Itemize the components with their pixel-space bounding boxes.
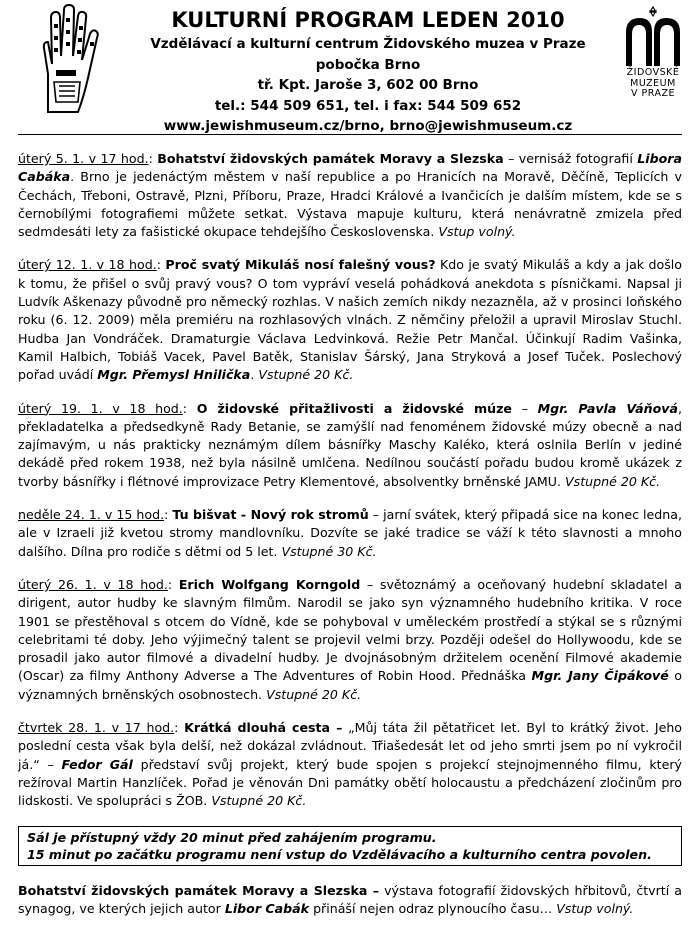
event-item: úterý 19. 1. v 18 hod.: O židovské přitažlivosti a židovské múze – Mgr. Pavla Váňová, překladatelka a předsedkyně Rady Betanie, se zamýšlí nad fenoménem židovské múzy obecně a nad zajímavým, u nás prakticky neznámým dílem básnířky Maschy Kaléko, která oslnila Berlín v jediné dekádě před rokem 1938, než byla násilně umlčena. Nedílnou součástí pořadu budou kromě ukázek z tvorby básnířky i flétnové improvizace Petry Klementové, absolventky brněnské JAMU. Vstupné 20 Kč. — [18, 400, 682, 489]
exhibition-text: výstava fotografií židovských hřbitovů, čtvrtí a synagog, ve kterých jejich autor — [18, 882, 682, 916]
event-entry-fee: Vstupné 20 Kč. — [565, 473, 661, 489]
header-subtitle: Vzdělávací a kulturní centrum Židovského muzea v Praze — [150, 36, 586, 52]
event-text: Kdo je svatý Mikuláš a kdy a jak došlo k tomu, že přišel o svůj pravý vous? O tom vypráví veselá pohádková anekdota s písničkami. Napsal ji Ludvík Aškenazy původně pro německý rozhlas. V našich zemích nikdy nezazněla, až v prosinci loňského roku (6. 12. 2009) měla premiéru na rozhlasových vlnách. Z němčiny přeložil a upravil Miroslav Stuchl. Hudba Jan Vondráček. Dramaturgie Václava Ledvinková. Režie Petr Mančal. Účinkují Radim Vašinka, Kamil Halbich, Tobiáš Vacek, Pavel Batěk, Stanislav Šárský, Jana Stryková a Josef Tuček. Poslechový pořad uvádí — [18, 257, 682, 383]
event-date: úterý 5. 1. v 17 hod. — [18, 151, 149, 166]
event-person: Libora Cabáka — [18, 151, 682, 185]
header-address: tř. Kpt. Jaroše 3, 602 00 Brno — [257, 77, 479, 93]
exhibition-item — [18, 882, 682, 919]
event-entry-fee: Vstupné 30 Kč. — [281, 543, 377, 559]
event-text: „Můj táta žil pětatřicet let. Byl to krátký život. Jeho poslední cesta však byla delší, než dokázal zvládnout. Třiašedesát let od jeho smrti jsem po ní vykročil já.“ – — [18, 720, 683, 772]
museum-logo-line-3: V PRAZE — [631, 88, 675, 99]
event-item: úterý 12. 1. v 18 hod.: Proč svatý Mikuláš nosí falešný vous? Kdo je svatý Mikuláš a kdy a jak došlo k tomu, že přišel o svůj pravý vous? O tom vypráví veselá pohádková anekdota s písničkami. Napsal ji Ludvík Aškenazy původně pro německý rozhlas. V našich zemích nikdy nezazněla, až v prosinci loňského roku (6. 12. 2009) měla premiéru na rozhlasových vlnách. Z němčiny přeložil a upravil Miroslav Stuchl. Hudba Jan Vondráček. Dramaturgie Václava Ledvinková. Režie Petr Mančal. Účinkují Radim Vašinka, Kamil Halbich, Tobiáš Vacek, Pavel Batěk, Stanislav Šárský, Jana Stryková a Josef Tuček. Poslechový pořad uvádí Mgr. Přemysl Hnilička. Vstupné 20 Kč. — [18, 257, 682, 383]
event-item: neděle 24. 1. v 15 hod.: Tu bišvat - Nový rok stromů – jarní svátek, který připadá sice na konec ledna, ale v Izraeli již kvetou stromy mandlovníku. Dozvíte se jaké tradice se váží k této slavnosti a mnoho dalšího. Dílna pro rodiče s dětmi od 5 let. Vstupné 30 Kč. — [18, 507, 682, 559]
event-person: Mgr. Přemysl Hnilička — [97, 367, 251, 383]
event-date: úterý 19. 1. v 18 hod. — [18, 400, 183, 416]
event-text: . Brno je jedenáctým městem v naší republice a po Hranicích na Moravě, Děčíně, Teplicích v Čechách, Třeboni, Ostravě, Plzni, Příboru, Praze, Hradci Králové a Ivančicích je dalším místem, kde se s černobílými fotografiemi můžete setkat. Výstava mapuje kulturu, která nenávratně zmizela před sedmdesáti lety za fašistické okupace tehdejšího Československa. — [18, 169, 682, 240]
event-entry-fee: Vstupné 20 Kč. — [266, 686, 362, 702]
exhibition-text: přináší nejen odraz plynoucího času… — [309, 900, 557, 916]
event-text: o významných brněnských osobnostech. — [18, 668, 682, 702]
event-person: Mgr. Jany Čipákové — [531, 668, 669, 684]
event-text: . — [250, 367, 259, 383]
event-date: úterý 26. 1. v 18 hod. — [18, 576, 168, 592]
header — [120, 6, 616, 137]
event-title: Erich Wolfgang Korngold — [178, 576, 361, 592]
event-entry-fee: Vstup volný. — [438, 224, 516, 240]
museum-logo — [622, 6, 684, 104]
header-branch: pobočka Brno — [315, 56, 421, 73]
event-text: – — [511, 400, 538, 416]
event-date: úterý 12. 1. v 18 hod. — [18, 257, 157, 273]
page-title: KULTURNÍ PROGRAM LEDEN 2010 — [171, 8, 565, 32]
event-title: Bohatství židovských památek Moravy a Slezska — [157, 151, 504, 166]
hand-logo — [18, 4, 110, 116]
event-date: čtvrtek 28. 1. v 17 hod. — [18, 720, 175, 736]
event-item: úterý 26. 1. v 18 hod.: Erich Wolfgang Korngold – světoznámý a oceňovaný hudební skladatel a dirigent, autor hudby ke slavným filmům. Narodil se jako syn významného hudebního kritika. V roce 1901 se přestěhoval s otcem do Vídně, kde se pohyboval v uměleckém prostředí a stýkal se s různými celebritami té doby. Jeho výjimečný talent se projevil velmi brzy. Později odešel do Hollywoodu, kde se prosadil jako autor filmové a divadelní hudby. Je dvojnásobným držitelem ocenění Filmové akademie (Oscar) za filmy Anthony Adverse a The Adventures of Robin Hood. Přednáška Mgr. Jany Čipákové o významných brněnských osobnostech. Vstupné 20 Kč. — [18, 576, 682, 702]
museum-logo-text — [622, 68, 684, 100]
event-list — [18, 150, 682, 933]
event-entry-fee: Vstupné 20 Kč. — [258, 367, 354, 383]
event-text: – vernisáž fotografií — [503, 151, 638, 166]
event-text: – jarní svátek, který připadá sice na konec ledna, ale v Izraeli již kvetou stromy mandlovníku. Dozvíte se jaké tradice se váží k této slavnosti a mnoho dalšího. Dílna pro rodiče s dětmi od 5 let. — [18, 507, 682, 559]
event-date: neděle 24. 1. v 15 hod. — [18, 507, 165, 523]
exhibition-entry-fee: Vstup volný. — [556, 900, 634, 916]
museum-logo-line-1: ŽIDOVSKÉ — [626, 67, 680, 78]
event-person: Mgr. Pavla Váňová — [537, 400, 678, 416]
event-entry-fee: Vstupné 20 Kč. — [211, 793, 307, 809]
exhibition-title: Bohatství židovských památek Moravy a Slezska – — [18, 882, 380, 898]
synagogue-logo-icon — [622, 6, 684, 68]
museum-logo-line-2: MUZEUM — [630, 77, 676, 89]
event-text: – světoznámý a oceňovaný hudební skladatel a dirigent, autor hudby ke slavným filmům. Narodil se jako syn významného hudebního kritika. V roce 1901 se přestěhoval s otcem do Vídně, kde se pohyboval v uměleckém prostředí a stýkal se s různými celebritami té doby. Jeho výjimečný talent se projevil velmi brzy. Později odešel do Hollywoodu, kde se prosadil jako autor filmové a divadelní hudby. Je dvojnásobným držitelem ocenění Filmové akademie (Oscar) za filmy Anthony Adverse a The Adventures of Robin Hood. Přednáška — [18, 576, 682, 684]
event-item: úterý 5. 1. v 17 hod.: Bohatství židovských památek Moravy a Slezska – vernisáž fotografií Libora Cabáka. Brno je jedenáctým městem v naší republice a po Hranicích na Moravě, Děčíně, Teplicích v Čechách, Třeboni, Ostravě, Plzni, Příboru, Praze, Hradci Králové a Ivančicích je dalším místem, kde se s černobílými fotografiemi můžete setkat. Výstava mapuje kulturu, která nenávratně zmizela před sedmdesáti lety za fašistické okupace tehdejšího Československa. Vstup volný. — [18, 151, 682, 240]
header-divider — [18, 134, 682, 135]
contact-separator: , — [379, 118, 390, 134]
hand-logo-icon — [18, 4, 110, 116]
event-title: Proč svatý Mikuláš nosí falešný vous? — [165, 257, 436, 273]
notice-line-2: 15 minut po začátku programu není vstup do Vzdělávacího a kulturního centra povolen. — [27, 846, 652, 862]
header-phone: tel.: 544 509 651, tel. i fax: 544 509 652 — [214, 97, 522, 114]
event-title: Tu bišvat - Nový rok stromů — [172, 507, 369, 523]
event-title: O židovské přitažlivosti a židovské múze — [196, 400, 512, 416]
event-person: Fedor Gál — [61, 756, 133, 772]
event-text: , překladatelka a předsedkyně Rady Betanie, se zamýšlí nad fenoménem židovské múzy obecně a nad zajímavým, u nás prakticky neznámým dílem básnířky Maschy Kaléko, která oslnila Berlín v jediné dekádě před rokem 1938, než byla násilně umlčena. Nedílnou součástí pořadu budou kromě ukázek z tvorby básnířky i flétnové improvizace Petry Klementové, absolventky brněnské JAMU. — [18, 400, 682, 489]
website-link[interactable]: www.jewishmuseum.cz/brno — [163, 118, 380, 134]
email-link[interactable]: brno@jewishmuseum.cz — [389, 118, 573, 134]
event-item: čtvrtek 28. 1. v 17 hod.: Krátká dlouhá cesta – „Můj táta žil pětatřicet let. Byl to krátký život. Jeho poslední cesta však byla delší, než dokázal zvládnout. Třiašedesát let od jeho smrti jsem po ní vykročil já.“ – Fedor Gál představí svůj projekt, který bude spojen s projekcí stejnojmenného filmu, který režíroval Martin Hanzlíček. Pořad je věnován Dni památky obětí holocaustu a předcházení zločinům pro lidskosti. Ve spolupráci s ŽOB. Vstupné 20 Kč. — [18, 720, 683, 809]
event-text: představí svůj projekt, který bude spojen s projekcí stejnojmenného filmu, který režíroval Martin Hanzlíček. Pořad je věnován Dni památky obětí holocaustu a předcházení zločinům pro lidskosti. Ve spolupráci s ŽOB. — [18, 756, 682, 809]
notice-line-1: Sál je přístupný vždy 20 minut před zahájením programu. — [27, 829, 437, 845]
exhibition-person: Libor Cabák — [224, 900, 310, 916]
event-title: Krátká dlouhá cesta – — [184, 720, 343, 736]
admission-notice — [18, 826, 682, 866]
